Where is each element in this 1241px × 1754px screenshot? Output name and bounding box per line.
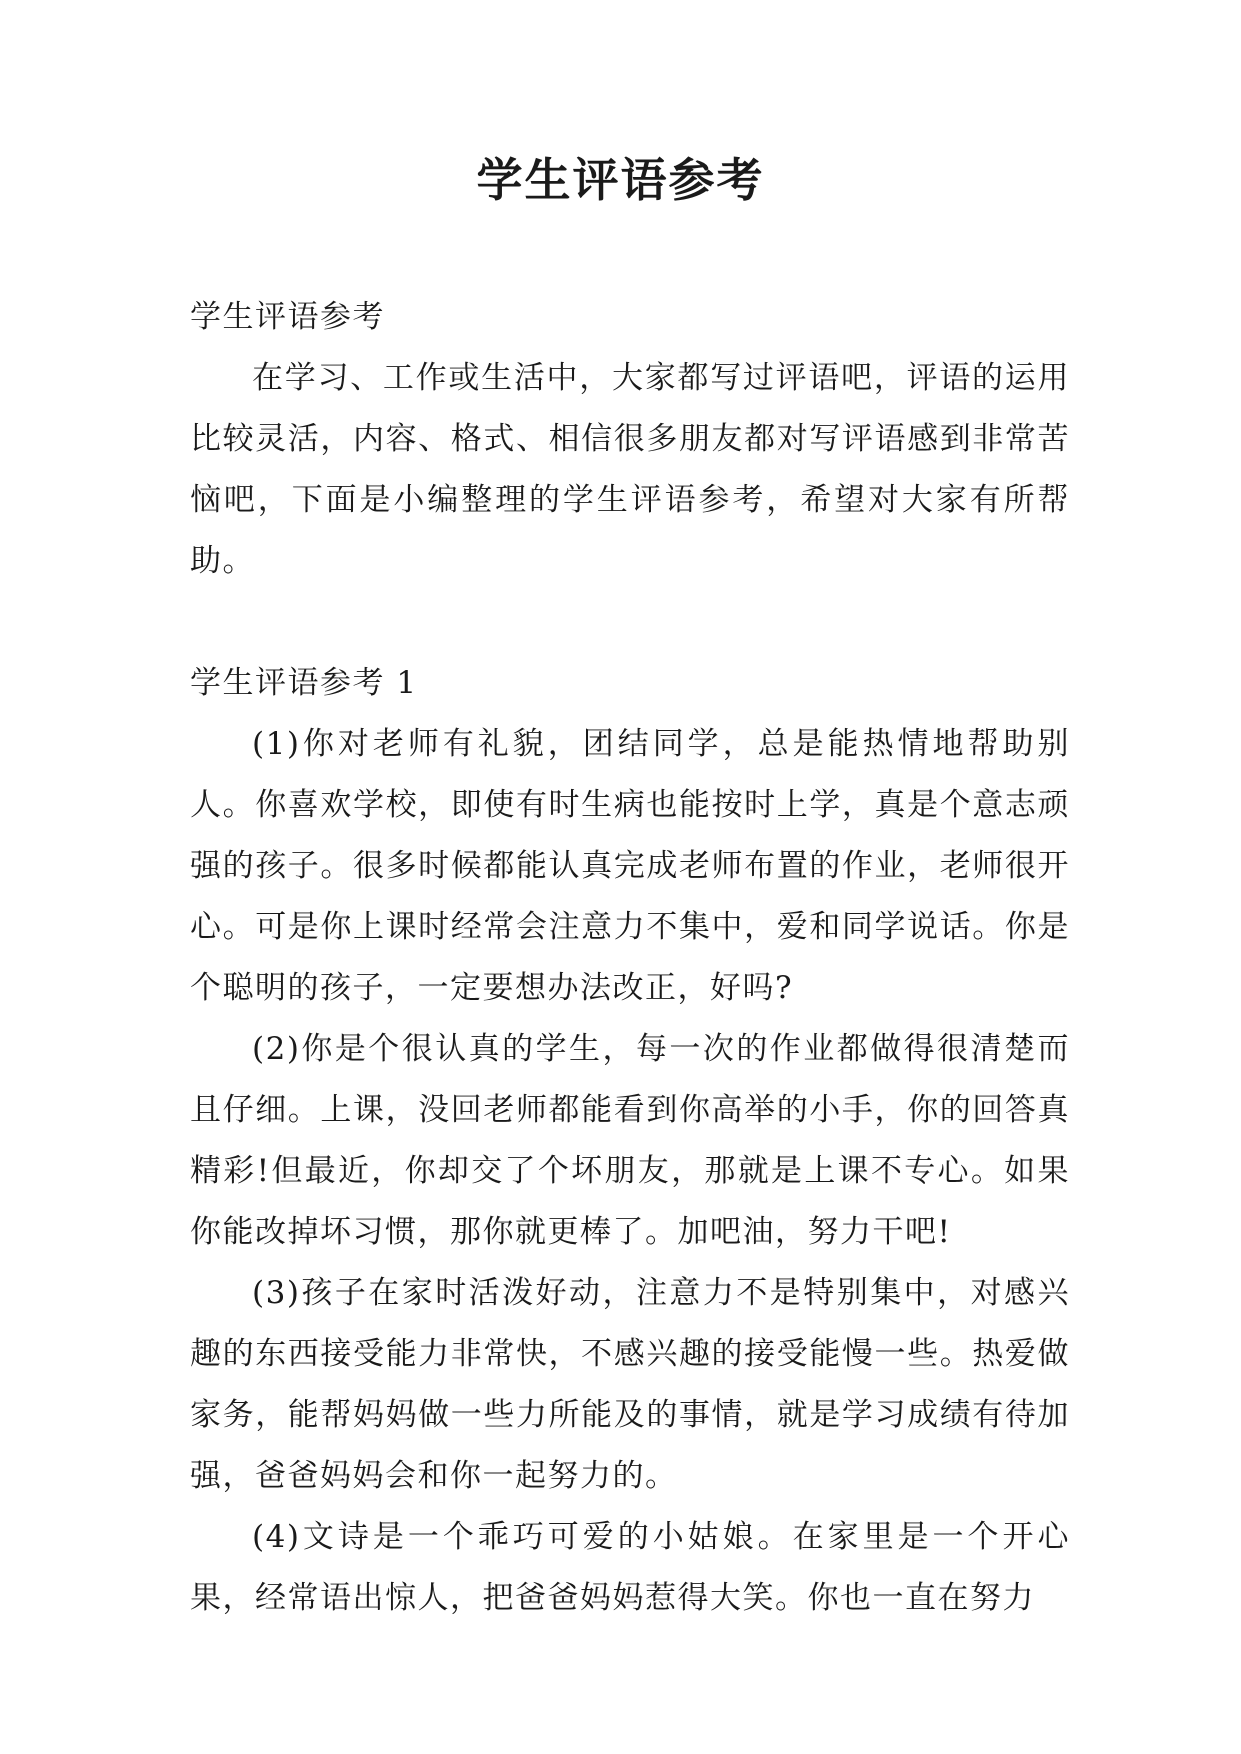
comment-paragraph-3: (3)孩子在家时活泼好动，注意力不是特别集中，对感兴趣的东西接受能力非常快，不感兴趣的接受能慢一些。热爱做家务，能帮妈妈做一些力所能及的事情，就是学习成绩有待加强，爸爸妈妈会和你一起努力的。 [190,1275,1070,1494]
comment-paragraph-4: (4)文诗是一个乖巧可爱的小姑娘。在家里是一个开心果，经常语出惊人，把爸爸妈妈惹得大笑。你也一直在努力 [190,1519,1070,1616]
section-heading: 学生评语参考 1 [190,665,418,701]
comment-paragraph-2: (2)你是个很认真的学生，每一次的作业都做得很清楚而且仔细。上课，没回老师都能看到你高举的小手，你的回答真精彩!但最近，你却交了个坏朋友，那就是上课不专心。如果你能改掉坏习惯，那你就更棒了。加吧油，努力干吧! [190,1031,1070,1250]
intro-paragraph: 在学习、工作或生活中，大家都写过评语吧，评语的运用比较灵活，内容、格式、相信很多朋友都对写评语感到非常苦恼吧，下面是小编整理的学生评语参考，希望对大家有所帮助。 [190,360,1070,579]
document-body [190,287,1070,1629]
subtitle: 学生评语参考 [190,299,385,335]
comment-paragraph-1: (1)你对老师有礼貌，团结同学，总是能热情地帮助别人。你喜欢学校，即使有时生病也能按时上学，真是个意志顽强的孩子。很多时候都能认真完成老师布置的作业，老师很开心。可是你上课时经常会注意力不集中，爱和同学说话。你是个聪明的孩子，一定要想办法改正，好吗? [190,726,1070,1006]
document-title: 学生评语参考 [476,153,765,207]
